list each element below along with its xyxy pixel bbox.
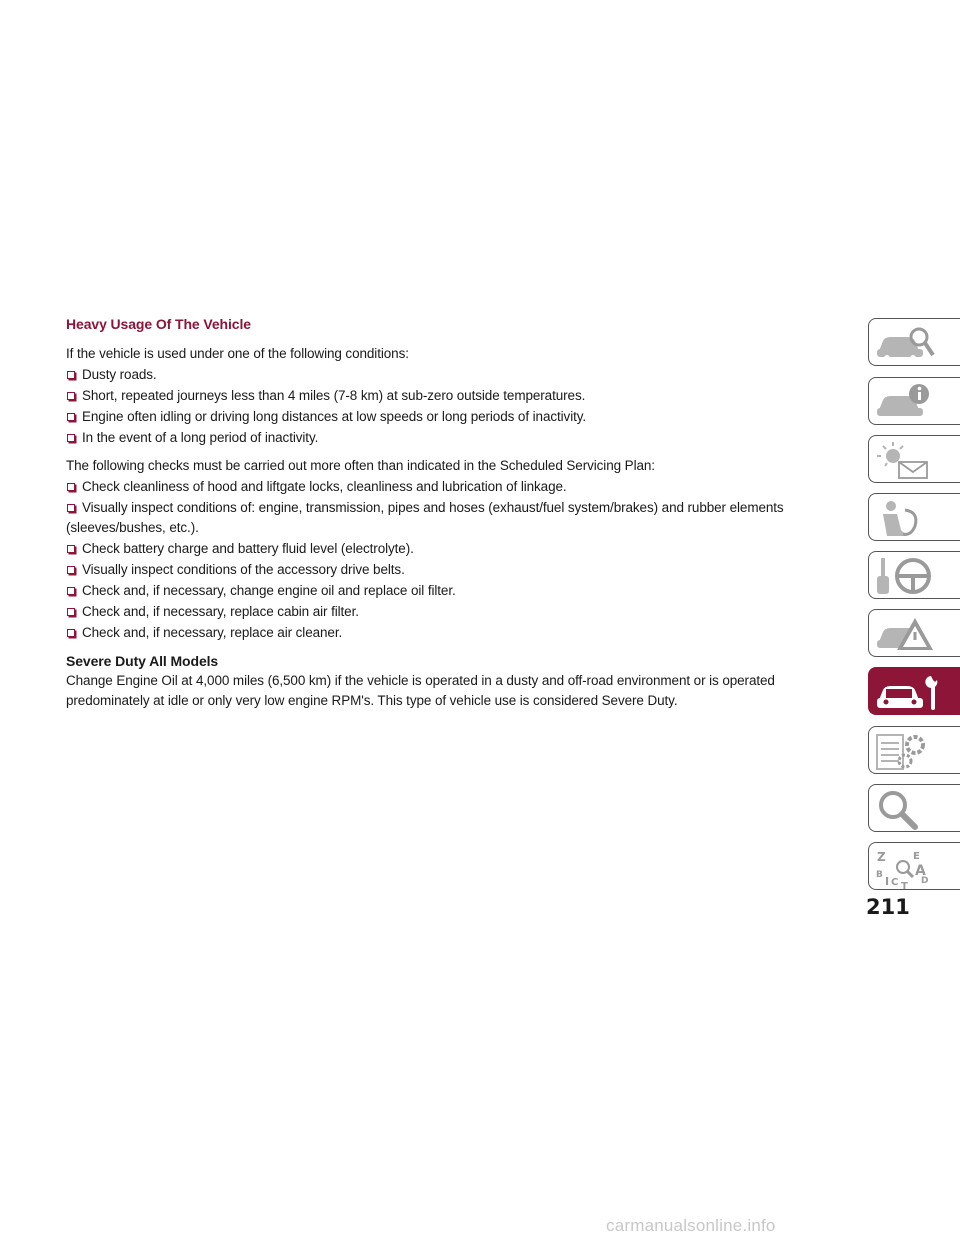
checkbox-bullet-icon (67, 392, 75, 400)
severe-duty-title: Severe Duty All Models (66, 653, 219, 669)
tab-in-case-of-emergency[interactable] (868, 609, 960, 657)
checkbox-bullet-icon (67, 371, 75, 379)
list-item (66, 428, 786, 448)
list-item (66, 581, 786, 601)
list-item (66, 602, 786, 622)
svg-text:B: B (876, 870, 883, 880)
checkbox-bullet-icon (67, 566, 75, 574)
alphabetical-index-icon (873, 845, 959, 889)
tab-servicing-maintenance[interactable] (868, 667, 960, 715)
section-title: Heavy Usage Of The Vehicle (66, 316, 251, 332)
specs-gears-icon (873, 729, 959, 773)
tab-getting-to-know-vehicle[interactable] (868, 318, 960, 366)
svg-text:C: C (891, 877, 899, 888)
list-item (66, 365, 786, 385)
key-steering-wheel-icon (873, 554, 959, 598)
tab-technical-specs[interactable] (868, 726, 960, 774)
conditions-list (66, 365, 786, 448)
list-item-text: In the event of a long period of inactivity. (82, 430, 319, 445)
tab-safety[interactable] (868, 493, 960, 541)
list-item-text: Check cleanliness of hood and liftgate locks, cleanliness and lubrication of linkage. (82, 479, 567, 494)
list-item (66, 477, 786, 497)
warning-light-message-icon (873, 438, 959, 482)
checkbox-bullet-icon (67, 608, 75, 616)
svg-text:T: T (901, 881, 908, 889)
list-item-text: Engine often idling or driving long distances at low speeds or long periods of inactivity. (82, 409, 587, 424)
magnifier-icon (873, 787, 959, 831)
car-breakdown-icon (873, 612, 959, 656)
car-wrench-icon (873, 670, 959, 714)
list-item (66, 407, 786, 427)
svg-text:A: A (915, 863, 926, 879)
svg-text:Z: Z (877, 850, 886, 864)
tab-warning-lights[interactable] (868, 435, 960, 483)
svg-text:E: E (913, 851, 920, 862)
seat-airbag-icon (873, 496, 959, 540)
list-item (66, 560, 786, 580)
car-search-icon (873, 321, 959, 365)
list-item (66, 623, 786, 643)
svg-text:D: D (921, 876, 929, 886)
tab-starting-operating[interactable] (868, 551, 960, 599)
list-item-text: Check and, if necessary, change engine oil and replace oil filter. (82, 583, 456, 598)
list-item-text: Check and, if necessary, replace air cleaner. (82, 625, 343, 640)
checkbox-bullet-icon (67, 434, 75, 442)
car-info-icon (873, 380, 959, 424)
severe-duty-text: Change Engine Oil at 4,000 miles (6,500 km) if the vehicle is operated in a dusty and off-road environment or is operated predominately at idle or only very low engine RPM's. This type of vehicle use is considered Severe Duty. (66, 673, 775, 708)
conditions-intro: If the vehicle is used under one of the following conditions: (66, 346, 409, 361)
page-number: 211 (866, 895, 910, 919)
list-item-text: Check battery charge and battery fluid level (electrolyte). (82, 541, 414, 556)
list-item (66, 498, 786, 538)
list-item-text: Short, repeated journeys less than 4 miles (7-8 km) at sub-zero outside temperatures. (82, 388, 586, 403)
checkbox-bullet-icon (67, 483, 75, 491)
checkbox-bullet-icon (67, 504, 75, 512)
checkbox-bullet-icon (67, 413, 75, 421)
watermark-link[interactable]: carmanualsonline.info (606, 1216, 776, 1235)
tab-multimedia[interactable] (868, 784, 960, 832)
list-item-text: Check and, if necessary, replace cabin air filter. (82, 604, 359, 619)
tab-vehicle-info[interactable] (868, 377, 960, 425)
checkbox-bullet-icon (67, 629, 75, 637)
page-content (66, 314, 786, 711)
list-item-text: Dusty roads. (82, 367, 157, 382)
checks-intro: The following checks must be carried out more often than indicated in the Scheduled Servicing Plan: (66, 458, 655, 473)
checks-list (66, 477, 786, 643)
list-item-text: Visually inspect conditions of: engine, transmission, pipes and hoses (exhaust/fuel system/brakes) and rubber elements (sleeves/bushes, etc.). (66, 500, 784, 535)
tab-index[interactable] (868, 842, 960, 890)
list-item (66, 386, 786, 406)
list-item-text: Visually inspect conditions of the accessory drive belts. (82, 562, 405, 577)
list-item (66, 539, 786, 559)
svg-text:I: I (885, 875, 890, 888)
checkbox-bullet-icon (67, 545, 75, 553)
checkbox-bullet-icon (67, 587, 75, 595)
